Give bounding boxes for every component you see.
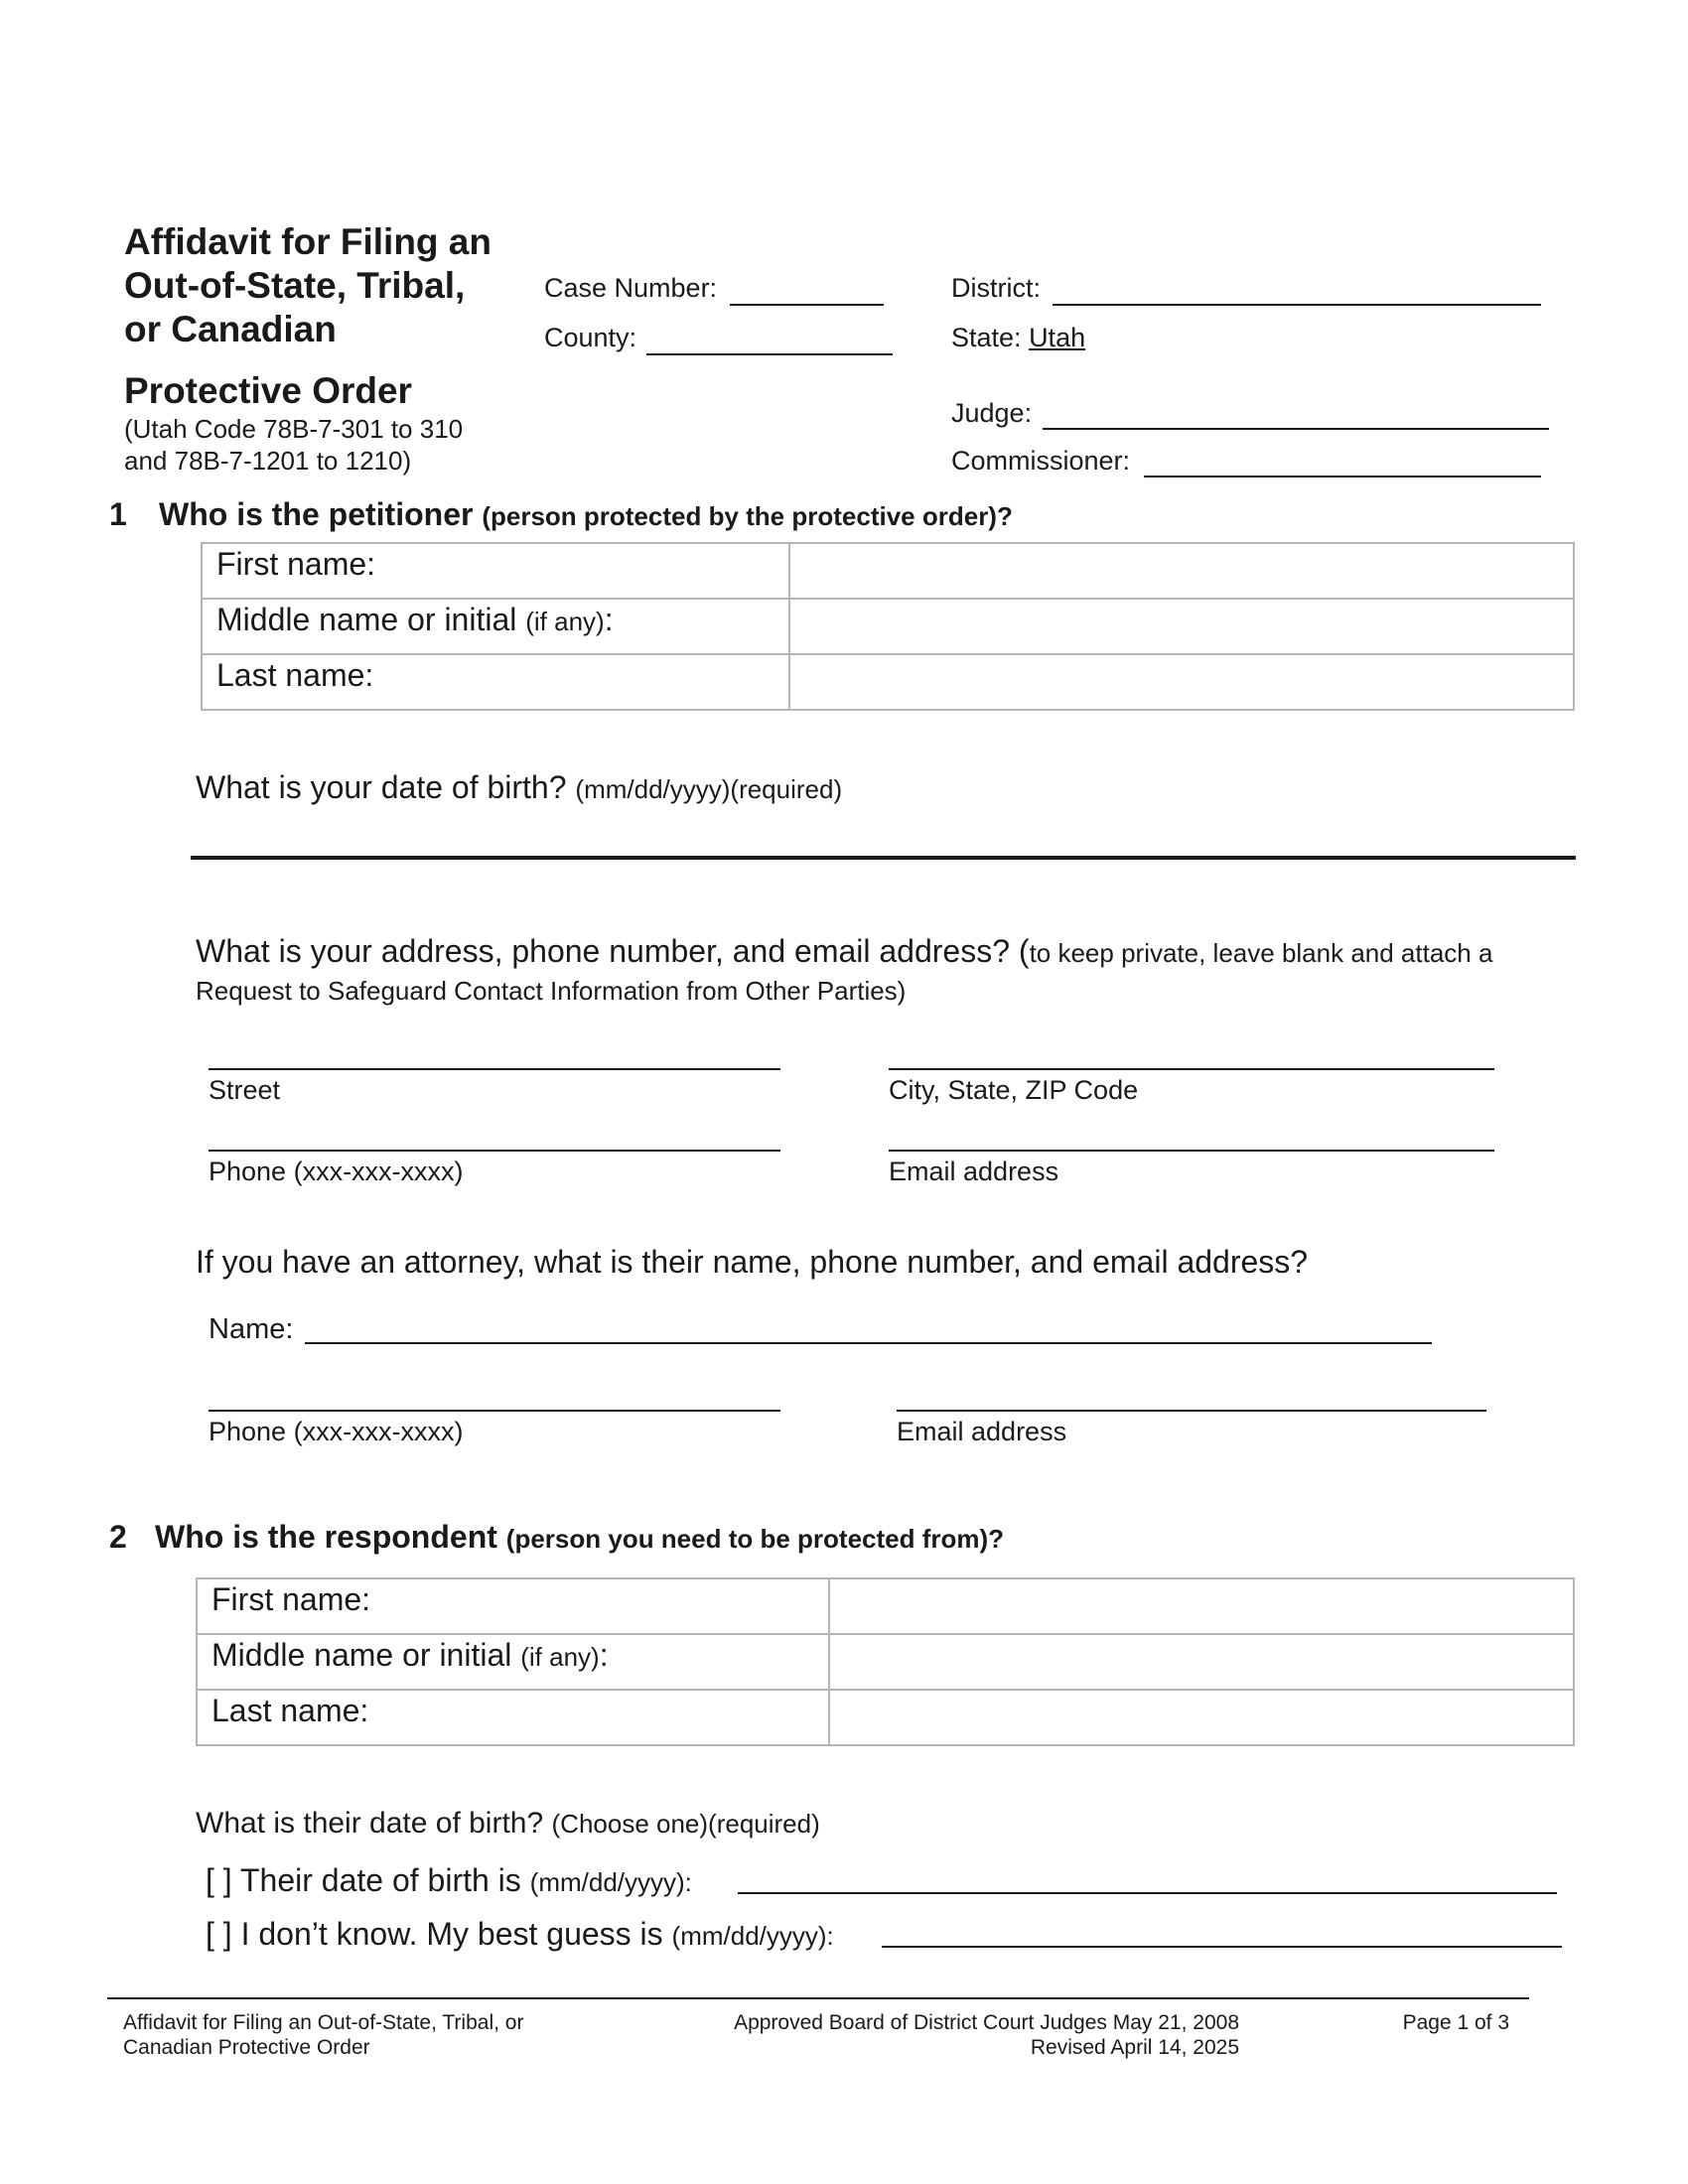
case-number-label: Case Number: [544, 273, 718, 303]
petitioner-middle-name-label: Middle name or initial (if any): [202, 599, 789, 654]
respondent-dob-field[interactable] [738, 1892, 1557, 1894]
checkbox-dob-unknown[interactable]: [ ] [206, 1916, 232, 1952]
section-2-heading [155, 1519, 1004, 1556]
attorney-question: If you have an attorney, what is their name, phone number, and email address? [196, 1244, 1309, 1280]
county-label: County: [544, 323, 637, 352]
state-value: Utah [1029, 323, 1086, 352]
judge-field[interactable] [1043, 428, 1549, 430]
table-row [202, 599, 1574, 654]
respondent-middle-name-input[interactable] [829, 1634, 1574, 1690]
attorney-name-label: Name: [209, 1313, 294, 1345]
section-2-paren: (person you need to be protected from)? [505, 1524, 1005, 1554]
attorney-name-field[interactable] [305, 1342, 1432, 1344]
petitioner-dob-question: What is your date of birth? (mm/dd/yyyy)(required) [196, 769, 843, 805]
petitioner-dob-field[interactable] [191, 856, 1576, 860]
checkbox-dob-known[interactable]: [ ] [206, 1862, 232, 1898]
respondent-dob-option-known: [ ] Their date of birth is (mm/dd/yyyy): [206, 1862, 692, 1898]
respondent-first-name-input[interactable] [829, 1578, 1574, 1634]
state-label: State: [951, 323, 1022, 352]
respondent-last-name-input[interactable] [829, 1690, 1574, 1745]
form-title-line-1: Affidavit for Filing an [124, 221, 492, 262]
respondent-middle-name-label: Middle name or initial (if any): [197, 1634, 829, 1690]
phone-field[interactable] [209, 1150, 780, 1152]
county-field[interactable] [646, 353, 893, 355]
petitioner-middle-name-input[interactable] [789, 599, 1574, 654]
petitioner-last-name-label: Last name: [202, 654, 789, 710]
district-label: District: [951, 273, 1041, 303]
footer-divider [107, 1997, 1529, 1999]
city-state-zip-label: City, State, ZIP Code [889, 1075, 1139, 1105]
table-row [197, 1634, 1574, 1690]
city-state-zip-field[interactable] [889, 1068, 1494, 1070]
footer-page-number: Page 1 of 3 [1402, 2011, 1509, 2034]
respondent-first-name-label: First name: [197, 1578, 829, 1634]
attorney-phone-field[interactable] [209, 1410, 780, 1412]
section-2-number: 2 [109, 1519, 127, 1555]
code-reference-line-1: (Utah Code 78B-7-301 to 310 [124, 414, 464, 444]
commissioner-label: Commissioner: [951, 446, 1131, 476]
attorney-email-label: Email address [897, 1417, 1067, 1446]
section-1-paren: (person protected by the protective order)? [482, 501, 1013, 531]
footer-form-name: Affidavit for Filing an Out-of-State, Tribal, or Canadian Protective Order [123, 2011, 524, 2059]
section-1-number: 1 [109, 496, 127, 532]
respondent-name-table [196, 1577, 1575, 1746]
state-row [951, 323, 1085, 353]
section-1-question: Who is the petitioner [159, 496, 474, 532]
form-title-block [124, 220, 492, 477]
form-title-line-3: or Canadian [124, 309, 337, 349]
code-reference-line-2: and 78B-7-1201 to 1210) [124, 446, 412, 476]
street-field[interactable] [209, 1068, 780, 1070]
petitioner-name-table [201, 542, 1575, 711]
respondent-dob-question: What is their date of birth? (Choose one)(required) [196, 1807, 820, 1840]
judge-label: Judge: [951, 398, 1033, 428]
district-field[interactable] [1053, 304, 1541, 306]
section-2-question: Who is the respondent [155, 1519, 497, 1555]
table-row [202, 654, 1574, 710]
section-1-heading [159, 496, 1013, 533]
petitioner-first-name-input[interactable] [789, 543, 1574, 599]
phone-label: Phone (xxx-xxx-xxxx) [209, 1157, 464, 1186]
email-field[interactable] [889, 1150, 1494, 1152]
case-number-field[interactable] [730, 304, 884, 306]
petitioner-first-name-label: First name: [202, 543, 789, 599]
respondent-dob-guess-field[interactable] [882, 1946, 1562, 1948]
commissioner-field[interactable] [1144, 476, 1541, 478]
petitioner-address-hint: Request to Safeguard Contact Information from Other Parties) [196, 976, 907, 1006]
respondent-dob-option-guess: [ ] I don’t know. My best guess is (mm/dd/yyyy): [206, 1916, 834, 1952]
respondent-last-name-label: Last name: [197, 1690, 829, 1745]
petitioner-last-name-input[interactable] [789, 654, 1574, 710]
attorney-phone-label: Phone (xxx-xxx-xxxx) [209, 1417, 464, 1446]
attorney-email-field[interactable] [897, 1410, 1486, 1412]
email-label: Email address [889, 1157, 1059, 1186]
form-title-protective-order: Protective Order [124, 370, 412, 411]
street-label: Street [209, 1075, 281, 1105]
table-row [202, 543, 1574, 599]
table-row [197, 1690, 1574, 1745]
form-title-line-2: Out-of-State, Tribal, [124, 265, 466, 306]
footer-approval: Approved Board of District Court Judges May 21, 2008 Revised April 14, 2025 [734, 2011, 1239, 2059]
petitioner-address-question: What is your address, phone number, and email address? (to keep private, leave blank and attach a [196, 933, 1493, 969]
table-row [197, 1578, 1574, 1634]
